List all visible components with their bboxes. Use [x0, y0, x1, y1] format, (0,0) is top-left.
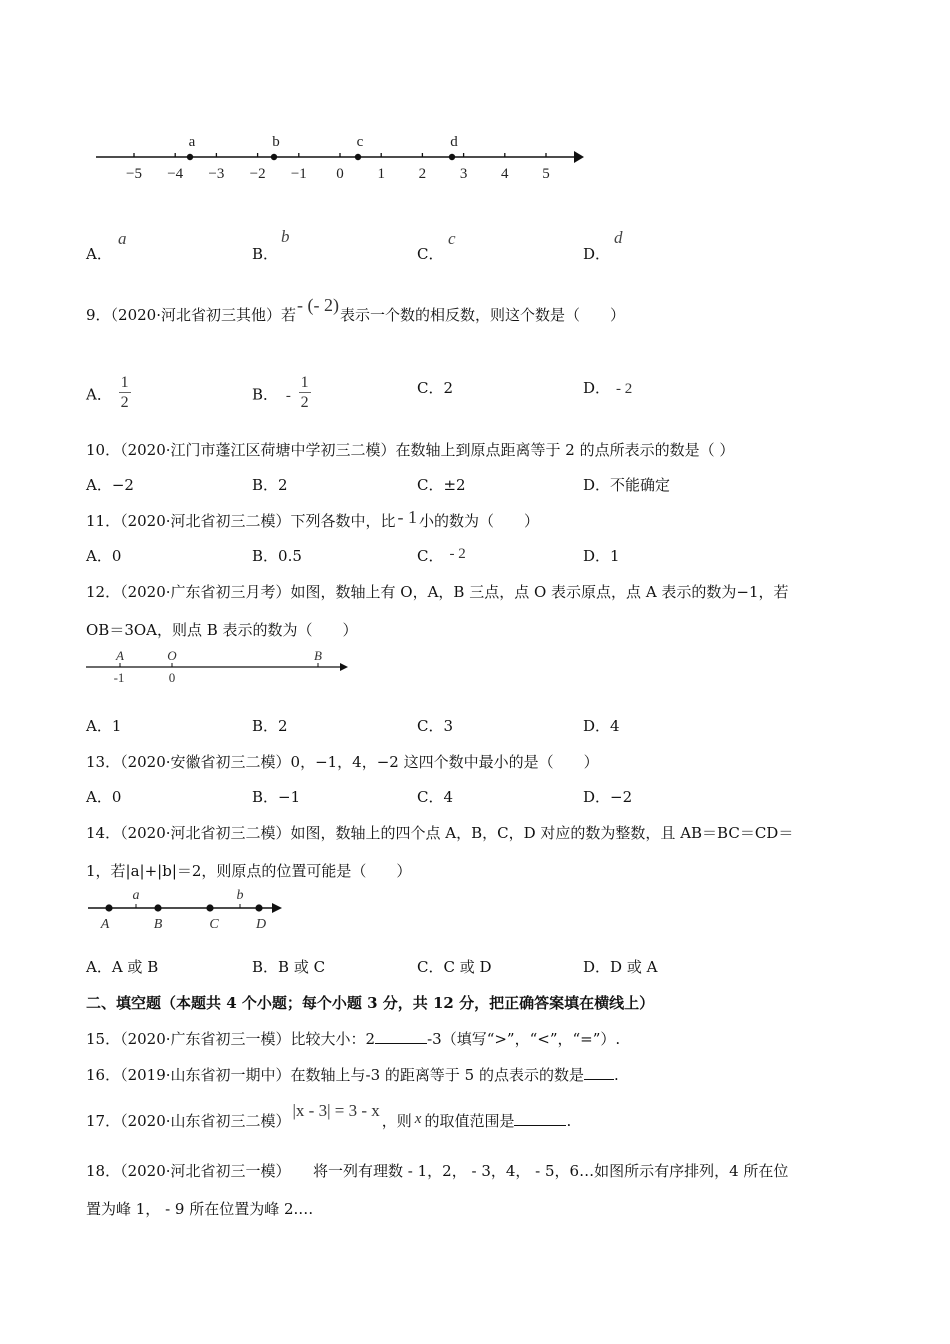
q14-point-a: A — [100, 917, 110, 932]
q17-variable: x — [414, 1111, 422, 1127]
q12-option-d: D．4 — [583, 717, 620, 735]
q17-expression: |x - 3| = 3 - x — [292, 1101, 380, 1120]
point-c — [355, 154, 361, 160]
q14-point-b: B — [153, 917, 163, 932]
tick-label: −2 — [249, 166, 266, 182]
point-label-b: b — [272, 134, 280, 150]
q16-answer-blank[interactable] — [584, 1065, 614, 1080]
question-10: 10．（2020·江门市蓬江区荷塘中学初三二模）在数轴上到原点距离等于 2 的点所表示的数是（ ） — [86, 441, 735, 459]
question-16: 16．（2019·山东省初一期中）在数轴上与-3 的距离等于 5 的点表示的数是 . — [86, 1066, 619, 1084]
point-label-a: a — [188, 134, 196, 150]
question-15: 15．（2020·广东省初三一模）比较大小：2 -3（填写“>”，“<”，“=”）. — [86, 1030, 621, 1048]
q14-number-line-figure — [86, 884, 286, 934]
q13-option-a: A．0 — [86, 788, 122, 806]
q15-answer-blank[interactable] — [375, 1029, 427, 1044]
question-9: 9．（2020·河北省初三其他）若- (- 2)表示一个数的相反数，则这个数是（ ） — [86, 295, 625, 324]
q9-option-c: C．2 — [417, 379, 454, 397]
point-b — [271, 154, 277, 160]
q11-option-c: C． - 2 — [417, 546, 466, 565]
point-a — [187, 154, 193, 160]
question-12-line1: 12．（2020·广东省初三月考）如图，数轴上有 O，A，B 三点，点 O 表示原点，点 A 表示的数为−1，若 — [86, 583, 789, 601]
q14-option-a: A．A 或 B — [86, 958, 159, 976]
q8-option-d-value: d — [614, 228, 623, 247]
tick-label: 2 — [418, 166, 427, 182]
q11-option-d: D．1 — [583, 547, 620, 565]
q11-expression: - 1 — [397, 507, 418, 527]
question-13: 13．（2020·安徽省初三二模）0，−1，4，−2 这四个数中最小的是（ ） — [86, 753, 599, 771]
question-12-line2: OB＝3OA，则点 B 表示的数为（ ） — [86, 621, 358, 639]
q8-option-a-value: a — [118, 229, 127, 248]
q14-point-d: D — [255, 917, 267, 932]
q12-option-a: A．1 — [86, 717, 122, 735]
q12-option-c: C．3 — [417, 717, 454, 735]
question-18-line2: 置为峰 1， - 9 所在位置为峰 2.… — [86, 1200, 314, 1218]
q12-label-b: B — [314, 648, 322, 663]
question-11: 11．（2020·河北省初三二模）下列各数中，比 - 1 小的数为（ ） — [86, 507, 540, 530]
question-18-line1: 18．（2020·河北省初三一模） 将一列有理数 - 1，2， - 3，4， - 5，6…如图所示有序排列，4 所在位 — [86, 1162, 789, 1180]
q17-answer-blank[interactable] — [514, 1111, 566, 1126]
q11-option-b: B．0.5 — [252, 547, 302, 565]
q12-number-line-figure — [84, 644, 354, 686]
q10-option-d: D．不能确定 — [583, 476, 671, 494]
q10-option-a: A．−2 — [86, 476, 134, 494]
tick-label: 4 — [501, 166, 509, 182]
q13-option-c: C．4 — [417, 788, 454, 806]
point-label-d: d — [450, 134, 458, 150]
q12-label-o: O — [167, 648, 177, 663]
tick-label: 1 — [377, 166, 385, 182]
tick-label: −5 — [126, 166, 142, 182]
q12-option-b: B．2 — [252, 717, 288, 735]
q10-option-b: B．2 — [252, 476, 288, 494]
tick-label: 5 — [542, 166, 550, 182]
q11-option-a: A．0 — [86, 547, 122, 565]
question-17: 17．（2020·山东省初三二模）|x - 3| = 3 - x，则 x 的取值范围是 . — [86, 1101, 572, 1130]
q9-expression: - (- 2) — [297, 295, 339, 315]
q13-option-d: D．−2 — [583, 788, 633, 806]
number-line-figure-top — [94, 130, 594, 190]
section-2-heading: 二、填空题（本题共 4 个小题；每个小题 3 分，共 12 分，把正确答案填在横线上） — [86, 994, 655, 1012]
q12-tick-0: 0 — [168, 670, 176, 685]
q13-option-b: B．−1 — [252, 788, 301, 806]
tick-label: 0 — [336, 166, 344, 182]
q8-option-d: D． — [583, 245, 611, 263]
q9-option-d: D． - 2 — [583, 379, 633, 397]
q14-mark-b: b — [236, 888, 244, 903]
q14-option-b: B．B 或 C — [252, 958, 326, 976]
tick-label: −4 — [167, 166, 184, 182]
point-d — [449, 154, 455, 160]
q8-option-c: C． — [417, 245, 444, 263]
q10-option-c: C．±2 — [417, 476, 466, 494]
q8-option-a: A． — [86, 245, 112, 263]
tick-label: −3 — [208, 166, 225, 182]
question-14-line2: 1，若|a|+|b|＝2，则原点的位置可能是（ ） — [86, 862, 412, 880]
q8-option-b: B． — [252, 245, 279, 263]
q9-option-b: B． - $\frac{1}{2}$ — [252, 374, 309, 411]
tick-label: −1 — [290, 166, 307, 182]
q14-mark-a: a — [132, 888, 140, 903]
q14-point-c: C — [209, 917, 219, 932]
q14-option-d: D．D 或 A — [583, 958, 658, 976]
tick-label: 3 — [459, 166, 468, 182]
q12-tick-neg1: -1 — [113, 670, 125, 685]
point-label-c: c — [356, 134, 364, 150]
q8-option-b-value: b — [281, 227, 290, 246]
q14-option-c: C．C 或 D — [417, 958, 492, 976]
q8-option-c-value: c — [448, 229, 456, 248]
question-14-line1: 14．（2020·河北省初三二模）如图，数轴上的四个点 A，B，C，D 对应的数为整数，且 AB＝BC＝CD＝ — [86, 824, 794, 842]
q9-option-a: A． $\frac{1}{2}$ — [86, 374, 129, 411]
q12-label-a: A — [116, 648, 124, 663]
